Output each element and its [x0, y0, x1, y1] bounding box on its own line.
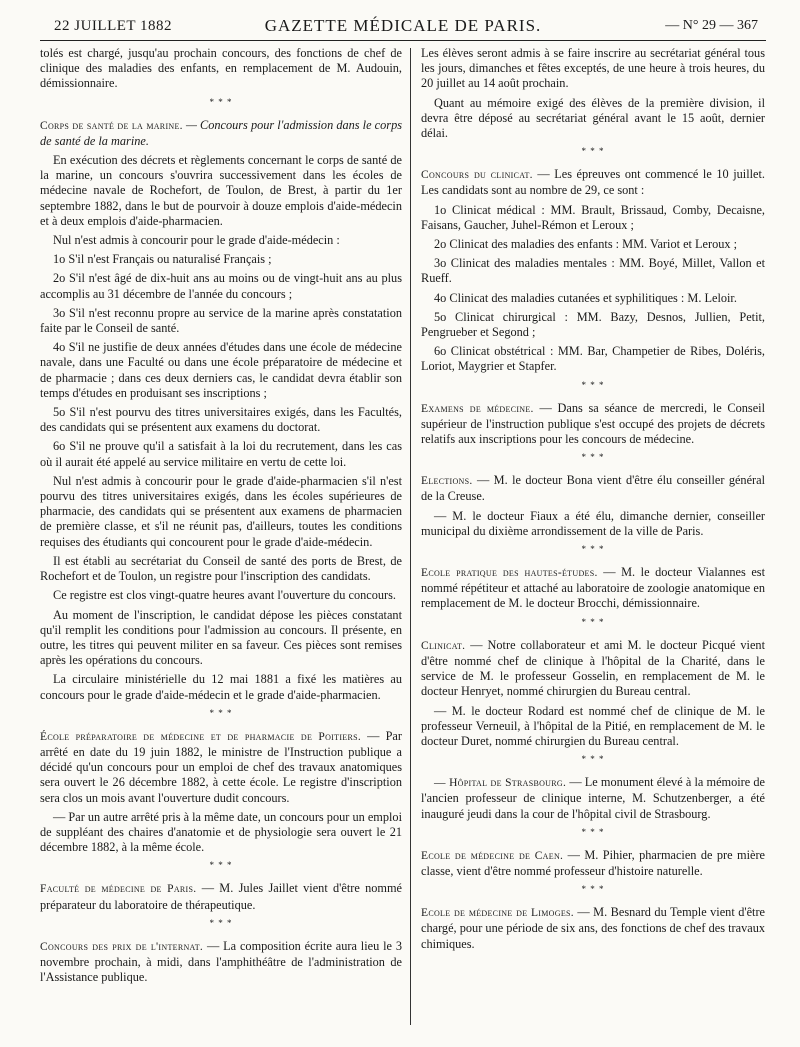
- section-paragraph: [40, 939, 402, 986]
- section-heading: Concours des prix de l'internat.: [40, 940, 204, 953]
- section-separator: * * *: [581, 616, 605, 627]
- section-paragraph: [421, 638, 765, 700]
- section-heading: Ecole pratique des hautes-études.: [421, 567, 598, 580]
- left-column: [40, 46, 402, 1039]
- section-heading: Elections.: [421, 475, 473, 488]
- paragraph: 4o Clinicat des maladies cutanées et syphilitiques : M. Leloir.: [434, 290, 737, 305]
- section-heading: École préparatoire de médecine et de pharmacie de Poitiers.: [40, 730, 362, 743]
- header-title: GAZETTE MÉDICALE DE PARIS.: [264, 16, 542, 35]
- paragraph: Nul n'est admis à concourir pour le grade d'aide-médecin :: [53, 233, 340, 248]
- paragraph: 6o Clinicat obstétrical : MM. Bar, Champetier de Ribes, Doléris, Loriot, Maygrier et Stapfer.: [421, 344, 765, 374]
- section-paragraph: [40, 729, 402, 806]
- section-text: — M. le docteur Vialannes est nommé répétiteur et attaché au laboratoire de zoologie anatomique en remplacement de M. le docteur Brocchi, démissionnaire.: [421, 565, 765, 611]
- paragraph: — Par un autre arrêté pris à la même date, un concours pour un emploi de suppléant des chaires d'anatomie et de physiologie sera ouvert le 21 décembre 1882, à la même école.: [40, 809, 402, 855]
- section-paragraph: [421, 905, 765, 952]
- paragraph: Ce registre est clos vingt-quatre heures avant l'ouverture du concours.: [53, 588, 396, 603]
- section-heading: Ecole de médecine de Limoges.: [421, 907, 574, 920]
- section-heading: Ecole de médecine de Caen.: [421, 849, 564, 862]
- section-separator: * * *: [209, 96, 233, 107]
- right-column: [421, 46, 765, 1039]
- section-text: — Les épreuves ont commencé le 10 juillet. Les candidats sont au nombre de 29, ce sont :: [421, 167, 765, 198]
- section-text: — M. Besnard du Temple vient d'être chargé, pour une période de six ans, des fonctions de chef des travaux chimiques.: [421, 905, 765, 951]
- paragraph: 1o Clinicat médical : MM. Brault, Brissaud, Comby, Decaisne, Faisans, Gaucher, Juhel-Rémon et Leroux ;: [421, 202, 765, 232]
- section-heading: — Hôpital de Strasbourg.: [434, 777, 567, 790]
- section-text: — Dans sa séance de mercredi, le Conseil supérieur de l'instruction publique s'est occupé des projets de décrets relatifs aux inscriptions pour les concours de médecine.: [421, 400, 765, 447]
- paragraph: Nul n'est admis à concourir pour le grade d'aide-pharmacien s'il n'est pourvu des titres universitaires exigés, dans les écoles supérieures de pharmacie, des candidats qui se présentent aux examens de pharmacien de première classe, et s'il ne réunit pas, d'ailleurs, toutes les conditions requises des étudiants qui concourent pour le grade d'aide-médecin.: [40, 473, 402, 549]
- paragraph: 5o S'il n'est pourvu des titres universitaires exigés, dans les Facultés, des candidats qui se présentent aux examens du doctorat.: [40, 405, 402, 435]
- section-separator: * * *: [581, 452, 605, 463]
- section-paragraph: [40, 881, 402, 912]
- section-paragraph: [421, 167, 765, 198]
- section-text: — Notre collaborateur et ami M. le docteur Picqué vient d'être nommé chef de clinique à l'hôpital de la Charité, dans le service de M. le professeur Gosselin, en remplacement de M. le docteur Henryet, nommé chirurgien du Bureau central.: [421, 637, 765, 699]
- paragraph: 4o S'il ne justifie de deux années d'études dans une école de médecine navale, dans une Faculté ou dans une école préparatoire de médecine et de pharmacie ; dans ces deux derniers cas, le candidat devra établir son temps d'études en produisant ses inscriptions ;: [40, 340, 402, 400]
- heading-caps: Corps de santé de la marine.: [40, 119, 183, 132]
- section-paragraph: [421, 848, 765, 879]
- page-header: [40, 14, 766, 41]
- header-date: 22 JUILLET 1882: [54, 18, 173, 34]
- section-paragraph: [421, 775, 765, 822]
- paragraph: 2o S'il n'est âgé de dix-huit ans au moins ou de vingt-huit ans au plus accomplis au 31 décembre de l'année du concours ;: [40, 271, 402, 301]
- paragraph: Au moment de l'inscription, le candidat dépose les pièces constatant qu'il remplit les conditions pour l'admission au concours. Il présente, en outre, les titres qui peuvent militer en sa faveur. Ces pièces sont remises après les opérations du concours.: [40, 607, 402, 668]
- paragraph: 1o S'il n'est Français ou naturalisé Français ;: [53, 252, 272, 267]
- section-text: — M. Jules Jaillet vient d'être nommé préparateur du laboratoire de thérapeutique.: [40, 881, 402, 912]
- paragraph: 3o Clinicat des maladies mentales : MM. Boyé, Millet, Vallon et Rueff.: [421, 256, 765, 286]
- section-text: — M. le docteur Bona vient d'être élu conseiller général de la Creuse.: [421, 473, 765, 504]
- section-text: — La composition écrite aura lieu le 3 novembre prochain, à midi, dans l'amphithéâtre de l'administration de l'Assistance publique.: [40, 938, 402, 985]
- section-heading: [40, 118, 402, 149]
- section-separator: * * *: [581, 826, 605, 837]
- paragraph: Quant au mémoire exigé des élèves de la première division, il devra être déposé au secrétariat général avant le 15 août, dernier délai.: [421, 95, 765, 141]
- section-separator: * * *: [581, 884, 605, 895]
- paragraph: Les élèves seront admis à se faire inscrire au secrétariat général tous les jours, dimanches et fêtes exceptés, de une heure à trois heures, du 20 juillet au 14 août prochain.: [421, 46, 765, 91]
- section-separator: * * *: [581, 379, 605, 390]
- section-heading: Clinicat.: [421, 639, 466, 652]
- section-text: — Par arrêté en date du 19 juin 1882, le ministre de l'Instruction publique a décidé qu'un concours pour un emploi de chef des travaux anatomiques sera ouvert le 26 décembre 1882, à cette école. Le registre d'inscription sera clos un mois avant l'ouverture dudit concours.: [40, 728, 402, 805]
- paragraph: 6o S'il ne prouve qu'il a satisfait à la loi du recrutement, dans les cas où il aurait été appelé au service militaire en vertu de cette loi.: [40, 439, 402, 469]
- paragraph: 5o Clinicat chirurgical : MM. Bazy, Desnos, Jullien, Petit, Pengrueber et Segond ;: [421, 309, 765, 340]
- paragraph: tolés est chargé, jusqu'au prochain concours, des fonctions de chef de clinique des maladies des enfants, en remplacement de M. Audouin, démissionnaire.: [40, 46, 402, 91]
- section-separator: * * *: [581, 146, 605, 157]
- paragraph: — M. le docteur Fiaux a été élu, dimanche dernier, conseiller municipal du dixième arrondissement de la ville de Paris.: [421, 508, 765, 538]
- paragraph: En exécution des décrets et règlements concernant le corps de santé de la marine, un concours s'ouvrira successivement dans les écoles de médecine navale de Rochefort, de Toulon, de Brest, à partir du 1er septembre 1882, dans le but de pourvoir à douze emplois d'aide-médecin et à deux emplois d'aide-pharmacien.: [40, 153, 402, 228]
- paragraph: 2o Clinicat des maladies des enfants : MM. Variot et Leroux ;: [434, 237, 738, 252]
- section-separator: * * *: [209, 917, 233, 928]
- section-paragraph: [421, 565, 765, 612]
- section-separator: * * *: [581, 544, 605, 555]
- section-paragraph: [421, 401, 765, 448]
- paragraph: Il est établi au secrétariat du Conseil de santé des ports de Brest, de Rochefort et de Toulon, un registre pour l'inscription des candidats.: [40, 553, 402, 584]
- paragraph: La circulaire ministérielle du 12 mai 1881 a fixé les matières au concours pour le grade d'aide-médecin et le grade d'aide-pharmacien.: [40, 672, 402, 702]
- section-text: — M. Pihier, pharmacien de pre mière classe, vient d'être nommé professeur d'histoire naturelle.: [421, 847, 765, 878]
- section-separator: * * *: [209, 707, 233, 718]
- header-issue-number: — N° 29 — 367: [665, 18, 758, 33]
- section-heading: Faculté de médecine de Paris.: [40, 883, 197, 896]
- section-text: — Le monument élevé à la mémoire de l'ancien professeur de clinique interne, M. Schutzenberger, a été inauguré jeudi dans la cour de l'hôpital civil de Strasbourg.: [421, 775, 765, 821]
- paragraph: 3o S'il n'est reconnu propre au service de la marine après constatation faite par le Conseil de santé.: [40, 305, 402, 336]
- section-heading: Concours du clinicat.: [421, 169, 533, 182]
- column-divider: [410, 48, 411, 1025]
- section-heading: Examens de médecine.: [421, 402, 534, 415]
- paragraph: — M. le docteur Rodard est nommé chef de clinique de M. le professeur Verneuil, à l'hôpital de la Pitié, en remplacement de M. le docteur Duret, nommé chirurgien du Bureau central.: [421, 703, 765, 748]
- section-separator: * * *: [581, 754, 605, 765]
- heading-italic: — Concours pour l'admission dans le corps de santé de la marine.: [40, 117, 402, 148]
- section-separator: * * *: [209, 860, 233, 871]
- section-paragraph: [421, 473, 765, 504]
